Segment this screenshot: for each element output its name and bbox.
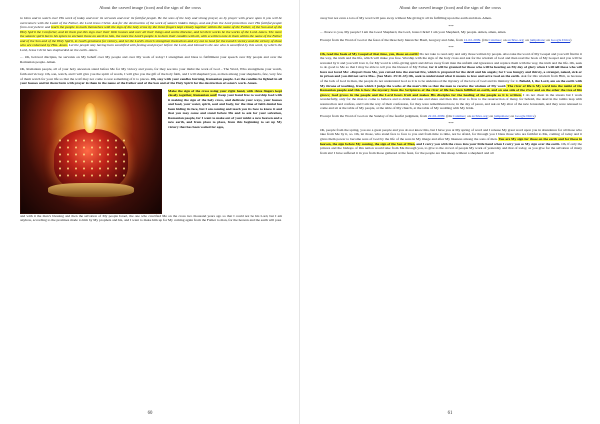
separator: *** [448,23,454,28]
date-link[interactable]: 22-02-2009 [427,113,445,118]
right-page [300,0,600,424]
separator: *** [448,121,454,126]
image-and-text-row [20,89,282,214]
archive-link[interactable]: archive.org [471,113,488,118]
calameo-link[interactable]: Calameo [452,113,466,118]
jumpshare-link[interactable]: jumpshare [493,113,509,118]
highlighted-text: Make the sign of the cross using your right hand, with three fingers kept closely together, Romanian soul! [168,88,282,98]
paragraph: Oh, Romanian people, all of your holy ancestors stand before Me for My victory and yours, for they see into your midst the work of God – The Word, Who strengthens your watch, faith and victory. Oh, son, watch, and I will give you the spirit of words, I will give you the gift of the holy faith, and I will shepherd you, as then among your shepherds, few, very few of them watch for your life so that the wolf may not come to tear something of it to pieces. Oh, stay with your candles burning, Romanian people. Let the candles be lighted in all your houses and let them burn with prayer in them in the name of the Father and of the Son and of the Holy Spirit for the destruction of satan’s work. Amen. [20,67,282,86]
candle-lantern-photo [20,89,162,214]
paragraph: away but not even a iota of My word will pass away without Me giving it all its fulfilling upon the earth and man. Amen. [320,16,492,20]
highlighted-text: The river of life is My word into the midst of the Romanian people and this is how the mystery from the Scriptures of the river of life has been fulfilled on earth, and on one side of the river and on the other the tree of life grows; God grows in the people and the Lord bears fruit and makes His disciples for the healing of the people as it is written. [320,83,582,97]
paragraph: to bless and to watch over His work of today and over its servants and over its faithful people. Be the sons of the holy and strong prayer, as by prayer with grace upon it you will be overcomers with the Lamb of the Father, the Lord Jesus Christ. Ask for the destruction of the work of satan’s hidden things, and ask from the Lord protection over His faithful people from everywhere and teach the people to mark themselves with the sign of the holy cross by the three fingers kept closely together within the name of the Father, of the Son and of the Holy Spirit the Comforter, and let them put this sign over their little houses and over all their things and works likewise, and let their works be the works of the Lord. Amen. The more the satanic spirit burns his spices to enchant those on earth to him, the more the Lord’s people is to burn their candles with oil, with a written note in them within the name of the Father and of the Son and of the Holy Spirit, in God’s greatness for victory, and let the Lord’s church strengthen themselves and cry out to God for the Lamb’s victory and the victory of those who are redeemed by Him. Amen. Let the people stay having been sanctified with fasting and prayer before the Lord, and blessed is the one who is sanctified by this word, by which the Lord, Jesus Christ has shepherded on the earth. Amen. [20,16,282,52]
lantern-base [48,183,134,197]
highlighted-text: Oh, read the book of My Gospel of that time, you, those on earth! [320,51,419,56]
side-text [168,89,282,214]
archive-link[interactable]: archive.org [507,37,524,42]
left-page-content [20,16,282,226]
paragraph: … Oh, beloved disciples, be servants on My behalf over My people and over My work of today! I strengthen and bless to fulfillment your speech over My people and over the Romanian people. Amen. [20,55,282,64]
calameo-link[interactable]: Calameo [488,37,502,42]
jumpshare-link[interactable]: jumpshare [529,37,545,42]
lantern-reflections [56,137,126,177]
paragraph: Excerpt from the Word of God at the feast of the three holy hierarchs: Basil, Gregory and John, from 12-02-2009. (On Calameo; on archive.org; on jumpshare; on Google Drive) [320,37,572,42]
separator: *** [448,45,454,50]
running-title: About the carved image (icon) and the sign of the cross [99,5,201,10]
google-drive-link[interactable]: Google Drive [514,113,535,118]
page-number: 60 [147,411,153,416]
paragraph: Make the sign of the cross using your right hand, with three fingers kept closely together, Romanian soul! Keep your hand free to worship God with it making the sign of the holy cross, and dedicate your ways, your houses and food, your water, spirit, soul and body, for the time of faith denial has been hiding its face, but I am coming and teach you its face to know it and that you may come and stand before Me and to ask for your salvation, Romanian people, for I want to make out of your midst a new heaven and a new earth, and from place to place, from this beginning to set up My victory that has been waited for ages, [168,88,282,130]
paragraph: Oh, people from the spring, you are a great people and you do not know this, but I have you at My spring of word and I release My great word upon you in abundance for all those who take from Me by it, so. Oh, let those, who stand face to face to you and from time to time, not be afraid, for through you I bless those who are faithful to Me, coming of today and it gives them power to become sons of God by the life of the sons in My image and after My likeness among the sons of men. You are My sign for those on the earth and for those in heaven, the sign before My coming, the sign of the Son of Man, and I carry you with the cross into your little hand when I carry you as My sign over the earth. Oh, if only the princes and the bishops of this nation would take from Me through you, to give to the crowd of people My work of yesterday and that of today, as you give for the salvation of many from sin! I have suffered it in you from those gathered at the feast, for the people are like sheep without a shepherd and all [320,127,583,155]
paragraph: … Peace to you, My people! I am the Good Shepherd, the Lord, Jesus Christ! I am your Shepherd, My people. Amen, amen, amen. [320,30,507,35]
google-drive-link[interactable]: Google Drive [550,37,571,42]
highlighted-text: teach the people to mark themselves with the sign of the holy cross by the three fingers kept closely together within the name of the Father, of the Son and of the Holy Spirit the Comforter, and let them put this sign over their little houses and over all their things and works likewise, and let their works be the works of the Lord. Amen. The more the satanic spirit burns his spices to enchant those on earth to him, the more the Lord’s people is to burn their candles with oil, with a written note in them within the name of the Father and of the Son and of the Holy Spirit, in God’s greatness for victory, and let the Lord’s church strengthen themselves and cry out to God for the Lamb’s victory and the victory of those who are redeemed by Him. Amen. [20,25,282,48]
date-link[interactable]: 12-02-2009 [463,37,481,42]
highlighted-text: You are My sign for those on the earth and for those in heaven, the sign before My coming, the sign of the Son of Man, [320,137,582,146]
right-page-content [320,16,582,158]
paragraph: Excerpt from the Word of God on the Sunday of the fearful judgment, from 22-02-2009. (On Calameo; on archive.org; on jumpshare; on Google Drive) [320,113,536,118]
page-number: 61 [447,411,453,416]
paragraph: and with it the man’s blessing and then the salvation of My people Israel, the one who crucified Me on the cross two thousand years ago so that I could not be his Lord, but I am anyhow, according to the promises made to him by My prophets and his, and I want to make him up for My coming again from the Father to man, for the heaven and the earth will pass [20,213,282,223]
candle-flame [83,103,97,133]
paragraph: Oh, read the book of My Gospel of that time, you, those on earth! Do not take to read only and only those written by people. Also take the word of My Gospel and you will find in it the way, the truth and the life, which will make you free. Worship with the sign of the holy cross and ask for the wisdom of God and then read the book of My Gospel and you will be revealed by it and you will love it, for My word is a life-giving spirit and drives away from man the unfaith and ignorance and replace them with the way, the truth and the life. Oh, seek to do good to Me so that I may be able to tell you the blessed of My Father, for it will be granted for those who will be hearing on My day of glory when I will tell those who will have not loved Me: «Depart from Me, you cursed into the eternal fire, which is prepared for the devil and his angels; for I was hungry and thirsty, a stranger, naked, sick or in prison and you did not serve Me». (See Matt. 25:41-43) Oh, seek to understand what it means to love and serve God on the earth. Ask for this wisdom from Him, as because of the lack of God in man, the people do not understand God as it is to be understood the mystery of the love of God and its ministry for it. Behold, I, the Lord, am on the earth with My throne of teaching, from which I judge the works of the man’s life so that the man to receive the wisdom of My word. The river of life is My word into the midst of the Romanian people and this is how the mystery from the Scriptures of the river of life has been fulfilled on earth, and on one side of the river and on the other the tree of life grows; God grows in the people and the Lord bears fruit and makes His disciples for the healing of the people as it is written. I do not cheat in the streets but I work wonderfully, only for the man to come to believe and to drink and take and share and then this river to flow to the resurrection of many, for behold, the dead in the tombs leap with resurrection and confess, and I am the way of their confession, for they were remembered now, in the day of peace, and ask on My altar of the new Jerusalem, and they were released to come and sit at the table of My people, at the table of My church, at the table of My wedding with My bride. [320,51,583,111]
running-title: About the carved image (icon) and the sign of the cross [399,5,501,10]
